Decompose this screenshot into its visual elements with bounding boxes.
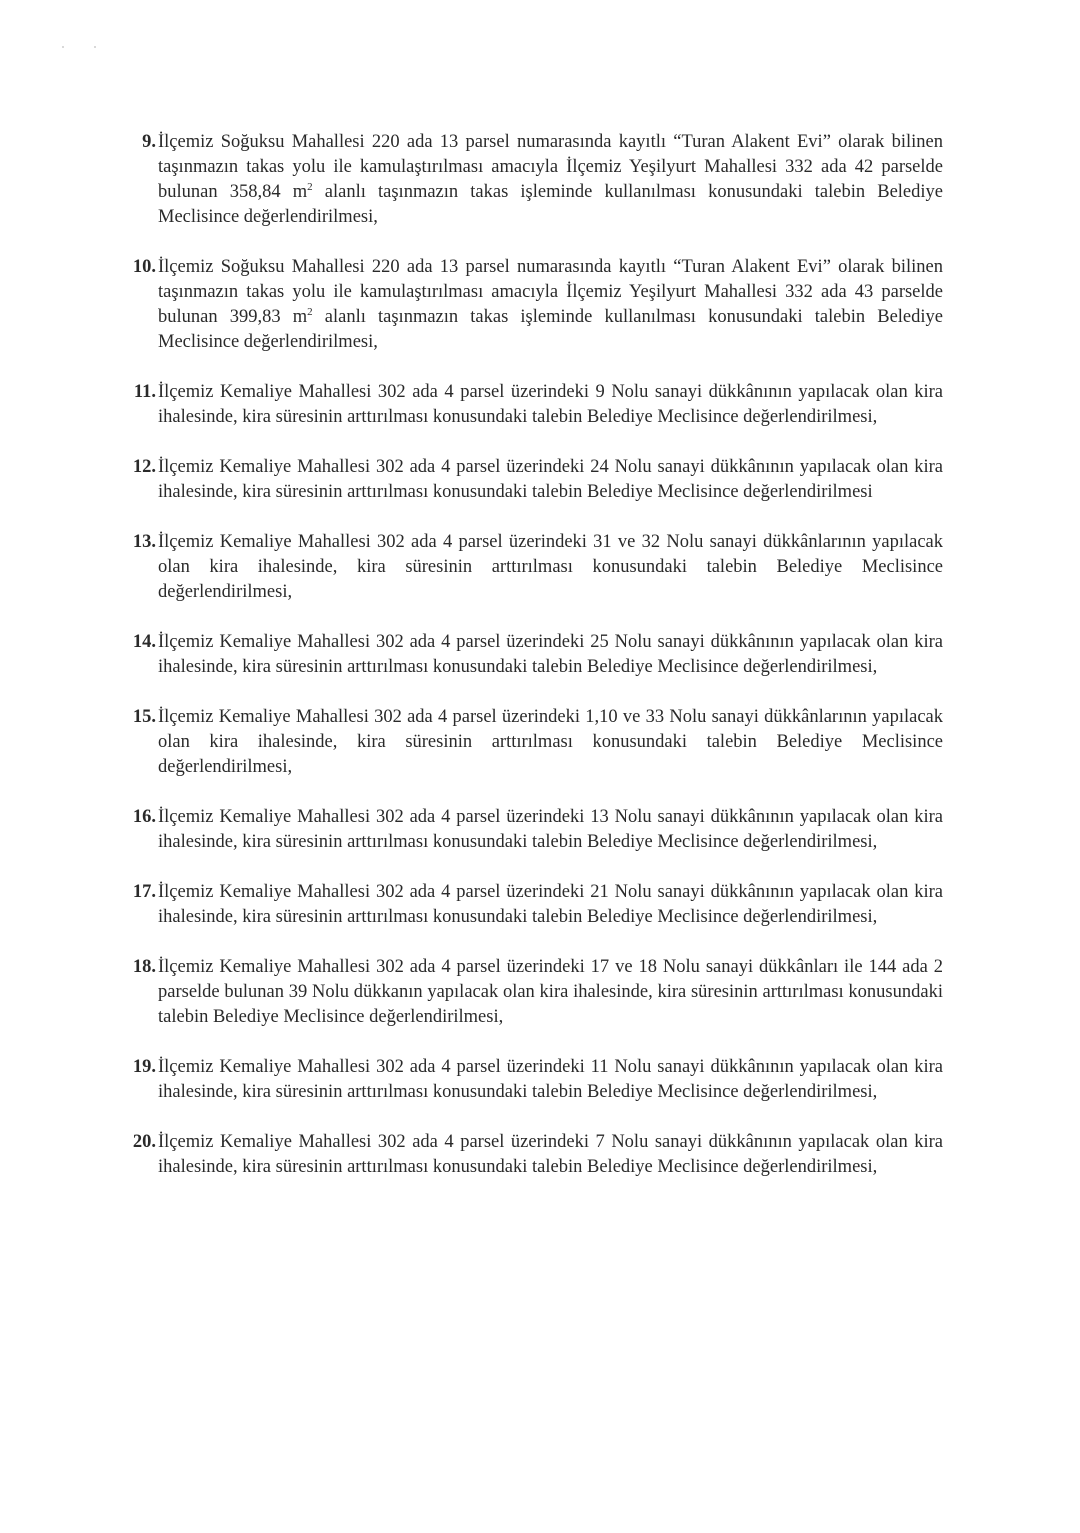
item-number: 19. bbox=[132, 1057, 156, 1077]
superscript: 2 bbox=[307, 180, 313, 193]
agenda-item-17 bbox=[110, 880, 943, 930]
item-text: İlçemiz Kemaliye Mahallesi 302 ada 4 parsel üzerindeki 1,10 ve 33 Nolu sanayi dükkânlarının yapılacak olan kira ihalesinde, kira süresinin arttırılması konusundaki talebin Belediye Meclisince değerlendirilmesi, bbox=[158, 707, 943, 777]
item-number: 12. bbox=[132, 457, 156, 477]
scan-speck bbox=[62, 46, 64, 48]
agenda-item-18 bbox=[110, 955, 943, 1030]
item-text: İlçemiz Kemaliye Mahallesi 302 ada 4 parsel üzerindeki 13 Nolu sanayi dükkânının yapılacak olan kira ihalesinde, kira süresinin arttırılması konusundaki talebin Belediye Meclisince değerlendirilmesi, bbox=[158, 807, 943, 852]
agenda-item-20 bbox=[110, 1130, 943, 1180]
item-text: İlçemiz Kemaliye Mahallesi 302 ada 4 parsel üzerindeki 11 Nolu sanayi dükkânının yapılacak olan kira ihalesinde, kira süresinin arttırılması konusundaki talebin Belediye Meclisince değerlendirilmesi, bbox=[158, 1057, 943, 1102]
item-number: 15. bbox=[132, 707, 156, 727]
agenda-list bbox=[110, 130, 943, 1205]
item-number: 17. bbox=[132, 882, 156, 902]
item-number: 14. bbox=[132, 632, 156, 652]
item-text-rest: alanlı taşınmazın takas işleminde kullanılması konusundaki talebin Belediye Meclisince değerlendirilmesi, bbox=[158, 182, 943, 227]
item-number: 13. bbox=[132, 532, 156, 552]
item-text: İlçemiz Kemaliye Mahallesi 302 ada 4 parsel üzerindeki 24 Nolu sanayi dükkânının yapılacak olan kira ihalesinde, kira süresinin arttırılması konusundaki talebin Belediye Meclisince değerlendirilmesi bbox=[158, 457, 943, 502]
item-text: İlçemiz Kemaliye Mahallesi 302 ada 4 parsel üzerindeki 7 Nolu sanayi dükkânının yapılacak olan kira ihalesinde, kira süresinin arttırılması konusundaki talebin Belediye Meclisince değerlendirilmesi, bbox=[158, 1132, 943, 1177]
agenda-item-15 bbox=[110, 705, 943, 780]
agenda-item-14 bbox=[110, 630, 943, 680]
agenda-item-16 bbox=[110, 805, 943, 855]
agenda-item-13 bbox=[110, 530, 943, 605]
scan-speck bbox=[94, 46, 96, 48]
item-number: 20. bbox=[132, 1132, 156, 1152]
superscript: 2 bbox=[307, 305, 313, 318]
item-number: 18. bbox=[132, 957, 156, 977]
agenda-item-11 bbox=[110, 380, 943, 430]
agenda-item-12 bbox=[110, 455, 943, 505]
item-text-main: İlçemiz Soğuksu Mahallesi 220 ada 13 parsel numarasında kayıtlı “Turan Alakent Evi” olarak bilinen taşınmazın takas yolu ile kamulaştırılması amacıyla İlçemiz Yeşilyurt Mahallesi 332 ada 43 parselde bulunan 399,83 m bbox=[158, 257, 943, 327]
item-text-rest: alanlı taşınmazın takas işleminde kullanılması konusundaki talebin Belediye Meclisince değerlendirilmesi, bbox=[158, 307, 943, 352]
item-number: 11. bbox=[133, 382, 156, 402]
item-text-main: İlçemiz Soğuksu Mahallesi 220 ada 13 parsel numarasında kayıtlı “Turan Alakent Evi” olarak bilinen taşınmazın takas yolu ile kamulaştırılması amacıyla İlçemiz Yeşilyurt Mahallesi 332 ada 42 parselde bulunan 358,84 m bbox=[158, 132, 943, 202]
item-text: İlçemiz Kemaliye Mahallesi 302 ada 4 parsel üzerindeki 17 ve 18 Nolu sanayi dükkânları ile 144 ada 2 parselde bulunan 39 Nolu dükkanın yapılacak olan kira ihalesinde, kira süresinin arttırılması konusundaki talebin Belediye Meclisince değerlendirilmesi, bbox=[158, 957, 943, 1027]
item-text bbox=[158, 130, 943, 230]
item-number: 10. bbox=[132, 257, 156, 277]
agenda-item-19 bbox=[110, 1055, 943, 1105]
item-text: İlçemiz Kemaliye Mahallesi 302 ada 4 parsel üzerindeki 31 ve 32 Nolu sanayi dükkânlarının yapılacak olan kira ihalesinde, kira süresinin arttırılması konusundaki talebin Belediye Meclisince değerlendirilmesi, bbox=[158, 532, 943, 602]
item-text bbox=[158, 255, 943, 355]
item-text: İlçemiz Kemaliye Mahallesi 302 ada 4 parsel üzerindeki 21 Nolu sanayi dükkânının yapılacak olan kira ihalesinde, kira süresinin arttırılması konusundaki talebin Belediye Meclisince değerlendirilmesi, bbox=[158, 882, 943, 927]
item-number: 9. bbox=[142, 132, 156, 152]
item-number: 16. bbox=[132, 807, 156, 827]
item-text: İlçemiz Kemaliye Mahallesi 302 ada 4 parsel üzerindeki 9 Nolu sanayi dükkânının yapılacak olan kira ihalesinde, kira süresinin arttırılması konusundaki talebin Belediye Meclisince değerlendirilmesi, bbox=[158, 382, 943, 427]
item-text: İlçemiz Kemaliye Mahallesi 302 ada 4 parsel üzerindeki 25 Nolu sanayi dükkânının yapılacak olan kira ihalesinde, kira süresinin arttırılması konusundaki talebin Belediye Meclisince değerlendirilmesi, bbox=[158, 632, 943, 677]
agenda-item-10 bbox=[110, 255, 943, 355]
agenda-item-9 bbox=[110, 130, 943, 230]
